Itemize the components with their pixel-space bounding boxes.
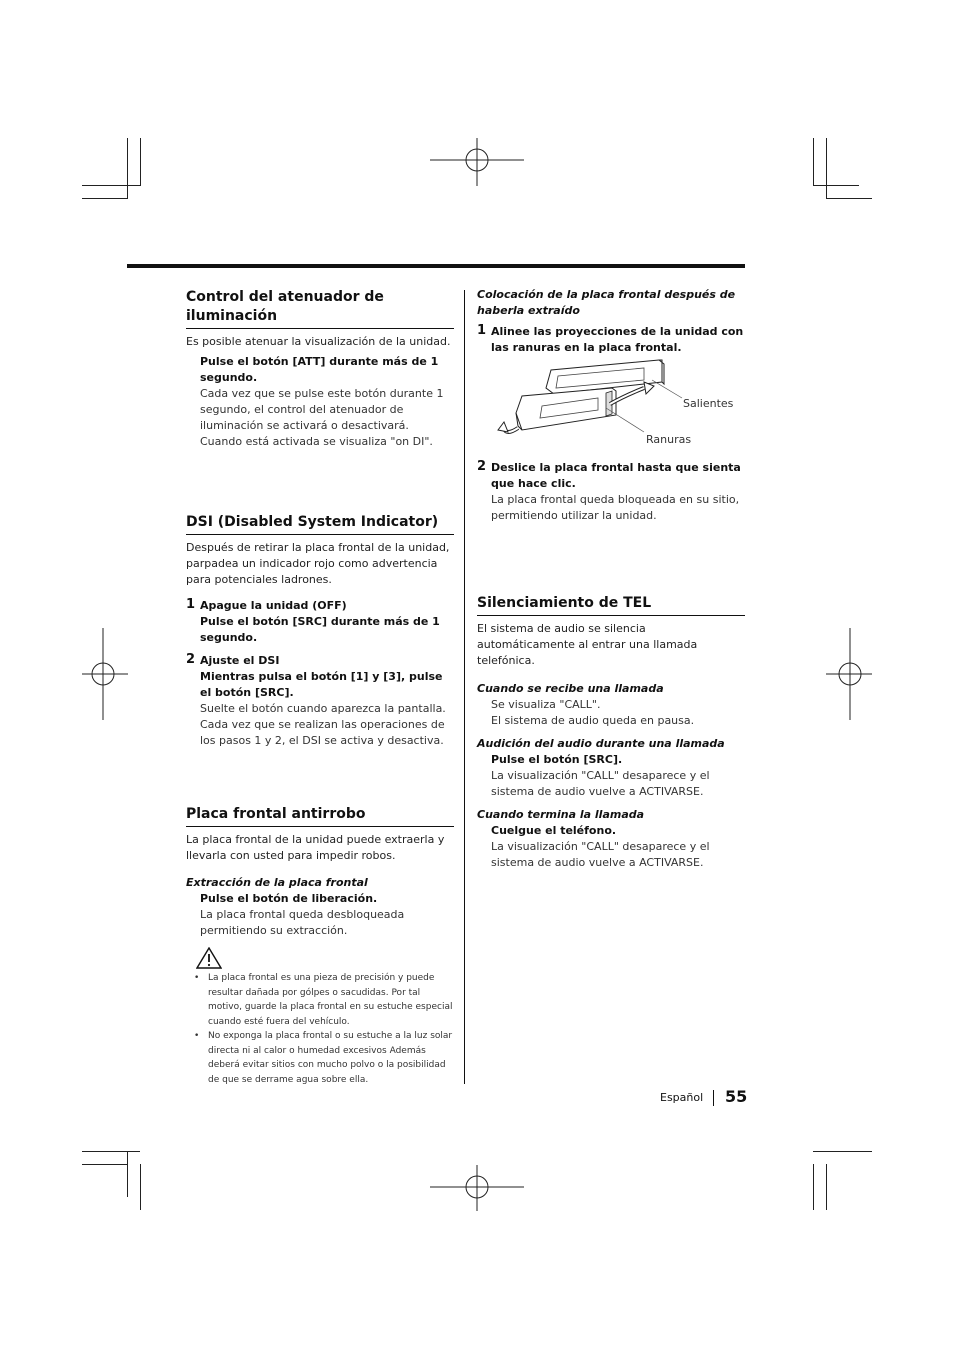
tel-intro: El sistema de audio se silencia automáticamente al entrar una llamada telefónica. bbox=[477, 622, 698, 667]
section-antirrobo bbox=[186, 805, 454, 1087]
page-number: 55 bbox=[725, 1087, 748, 1106]
section-title-dsi: DSI (Disabled System Indicator) bbox=[186, 513, 454, 535]
step-number: 2 bbox=[477, 459, 487, 474]
atenuador-instruction: Pulse el botón [ATT] durante más de 1 segundo. bbox=[200, 355, 439, 384]
registration-mark-left bbox=[82, 628, 128, 720]
colocacion-step-2 bbox=[477, 460, 745, 524]
warning-note-2: • No exponga la placa frontal o su estuche a la luz solar directa ni al calor o humedad excesivos Además deberá evitar sitios con mucho polvo o la posibilidad de que se derrame agua sobre ella. bbox=[208, 1029, 454, 1087]
antirrobo-intro: La placa frontal de la unidad puede extraerla y llevarla con usted para impedir robos. bbox=[186, 833, 445, 862]
audicion-instruction: Pulse el botón [SRC]. bbox=[491, 753, 623, 766]
dsi-step-2-desc-1: Suelte el botón cuando aparezca la pantalla. bbox=[200, 702, 446, 715]
section-title-atenuador: Control del atenuador de iluminación bbox=[186, 288, 454, 329]
termina-heading: Cuando termina la llamada bbox=[477, 808, 645, 821]
colocacion-step-1 bbox=[477, 324, 745, 356]
section-atenuador bbox=[186, 288, 454, 450]
dsi-step-1 bbox=[186, 598, 454, 646]
audicion-desc: La visualización "CALL" desaparece y el sistema de audio vuelve a ACTIVARSE. bbox=[491, 769, 710, 798]
colocacion-step-2-block bbox=[477, 460, 745, 524]
column-divider bbox=[464, 290, 465, 1084]
step-number: 1 bbox=[186, 597, 196, 612]
colocacion-step-2-desc: La placa frontal queda bloqueada en su sitio, permitiendo utilizar la unidad. bbox=[491, 493, 740, 522]
atenuador-desc-2: Cuando está activada se visualiza "on DI". bbox=[200, 435, 433, 448]
footer-language: Español bbox=[660, 1091, 704, 1104]
dsi-step-2 bbox=[186, 653, 454, 749]
colocacion-step-2-title: Deslice la placa frontal hasta que sienta que hace clic. bbox=[491, 461, 741, 490]
step-number: 1 bbox=[477, 323, 487, 338]
extraccion-desc: La placa frontal queda desbloqueada permitiendo su extracción. bbox=[200, 908, 405, 937]
section-colocacion bbox=[477, 287, 745, 356]
dsi-step-1-title: Apague la unidad (OFF) bbox=[200, 599, 347, 612]
section-title-antirrobo: Placa frontal antirrobo bbox=[186, 805, 454, 827]
dsi-intro: Después de retirar la placa frontal de la unidad, parpadea un indicador rojo como advertencia para potenciales ladrones. bbox=[186, 541, 450, 586]
extraccion-heading: Extracción de la placa frontal bbox=[186, 876, 368, 889]
registration-mark-top bbox=[430, 138, 524, 186]
step-number: 2 bbox=[186, 652, 196, 667]
section-title-tel: Silenciamiento de TEL bbox=[477, 594, 745, 616]
dsi-step-2-detail: Mientras pulsa el botón [1] y [3], pulse el botón [SRC]. bbox=[200, 670, 443, 699]
section-dsi bbox=[186, 513, 454, 749]
warning-note-1: • La placa frontal es una pieza de precisión y puede resultar dañada por gólpes o sacudidas. Por tal motivo, guarde la placa frontal en su estuche especial cuando esté fuera del vehículo. bbox=[208, 971, 454, 1029]
audicion-heading: Audición del audio durante una llamada bbox=[477, 737, 725, 750]
footer-separator bbox=[713, 1090, 714, 1106]
termina-desc: La visualización "CALL" desaparece y el sistema de audio vuelve a ACTIVARSE. bbox=[491, 840, 710, 869]
dsi-step-2-title: Ajuste el DSI bbox=[200, 654, 280, 667]
registration-mark-right bbox=[826, 628, 872, 720]
termina-instruction: Cuelgue el teléfono. bbox=[491, 824, 617, 837]
dsi-step-2-desc-2: Cada vez que se realizan las operaciones de los pasos 1 y 2, el DSI se activa y desactiva. bbox=[200, 718, 445, 747]
warning-icon bbox=[196, 947, 222, 969]
figure-label-ranuras: Ranuras bbox=[646, 433, 692, 446]
recibe-desc-1: Se visualiza "CALL". bbox=[491, 698, 601, 711]
registration-mark-bottom bbox=[430, 1165, 524, 1211]
dsi-step-1-detail: Pulse el botón [SRC] durante más de 1 segundo. bbox=[200, 615, 440, 644]
atenuador-intro: Es posible atenuar la visualización de la unidad. bbox=[186, 335, 451, 348]
figure-label-salientes: Salientes bbox=[683, 397, 734, 410]
atenuador-desc-1: Cada vez que se pulse este botón durante 1 segundo, el control del atenuador de iluminación se activará o desactivará. bbox=[200, 387, 444, 432]
recibe-heading: Cuando se recibe una llamada bbox=[477, 682, 664, 695]
colocacion-step-1-title: Alinee las proyecciones de la unidad con las ranuras en la placa frontal. bbox=[491, 325, 744, 354]
section-tel bbox=[477, 594, 745, 871]
colocacion-heading: Colocación de la placa frontal después de haberla extraído bbox=[477, 288, 736, 317]
recibe-desc-2: El sistema de audio queda en pausa. bbox=[491, 714, 695, 727]
extraccion-instruction: Pulse el botón de liberación. bbox=[200, 892, 378, 905]
warning-notes bbox=[186, 971, 454, 1087]
header-rule bbox=[127, 264, 745, 268]
